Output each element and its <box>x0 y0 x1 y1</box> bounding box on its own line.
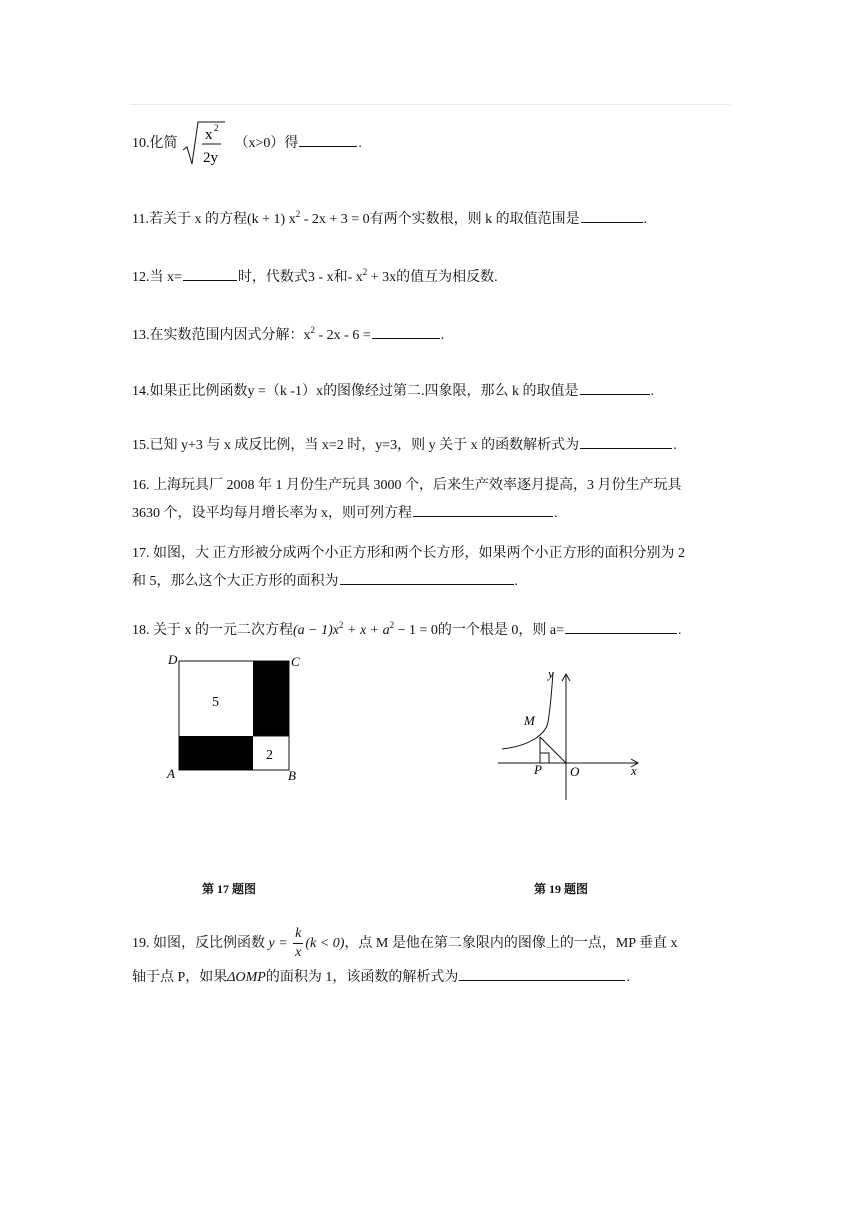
label-O: O <box>570 764 580 779</box>
q11-exp: 2 <box>295 209 301 219</box>
rect-shaded <box>253 661 289 736</box>
q17-line1: 17. 如图，大 正方形被分成两个小正方形和两个长方形，如果两个小正方形的面积分别为 2 <box>132 546 685 561</box>
question-19-line2 <box>132 964 732 992</box>
figure-19-caption: 第 19 题图 <box>534 882 589 896</box>
q17-end: . <box>514 574 518 589</box>
label-x: x <box>631 763 637 778</box>
q10-den: 2y <box>203 150 218 166</box>
q10-condition: （x>0）得 <box>234 136 299 152</box>
q18-exp2: 2 <box>389 620 395 630</box>
segment-MO <box>540 737 566 763</box>
label-5: 5 <box>212 695 219 710</box>
q12-text2: 时，代数式 <box>237 270 308 285</box>
question-19 <box>132 920 732 968</box>
q18-text2: 的一个根是 0，则 a= <box>437 623 565 638</box>
q11-expr2: - 2x + 3 = 0 <box>300 212 370 227</box>
q16-line2: 3630 个，设平均每月增长率为 x，则可列方程 <box>132 506 412 521</box>
q19-triangle: ΔOMP <box>227 970 266 985</box>
answer-blank[interactable] <box>413 502 553 517</box>
q11-end: . <box>643 212 648 227</box>
q12-expr2b: + 3x <box>367 270 397 285</box>
q10-num: x <box>205 127 213 143</box>
label-M: M <box>524 713 535 728</box>
q12-expr2a: - x <box>347 270 363 285</box>
answer-blank[interactable] <box>580 380 650 395</box>
label-C: C <box>291 654 300 669</box>
answer-blank[interactable] <box>581 208 643 223</box>
q18-text: 18. 关于 x 的一元二次方程 <box>132 623 293 638</box>
question-10 <box>132 120 732 166</box>
q13-expr-b: - 2x - 6 = <box>315 328 371 343</box>
q12-text: 12.当 x= <box>132 270 182 285</box>
q18-exp1: 2 <box>339 620 344 630</box>
question-14 <box>132 378 732 406</box>
q18-expr-b: + x + a <box>343 623 390 638</box>
q13-text: 13.在实数范围内因式分解： <box>132 328 304 343</box>
question-11 <box>132 206 732 234</box>
q13-exp: 2 <box>310 325 315 335</box>
q19-den: x <box>295 945 302 961</box>
q11-expr: (k + 1) x <box>246 212 296 227</box>
q15-end: . <box>673 438 677 453</box>
q12-text3: 和 <box>333 270 348 285</box>
sqrt-icon <box>181 120 225 168</box>
q16-line1: 16. 上海玩具厂 2008 年 1 月份生产玩具 3000 个，后来生产效率逐月提高，3 月份生产玩具 <box>132 478 682 493</box>
q10-prefix: 10.化简 <box>132 136 178 152</box>
question-17 <box>132 540 732 596</box>
label-A: A <box>167 766 175 781</box>
q18-expr-a: (a − 1)x <box>293 623 339 638</box>
label-2: 2 <box>266 748 273 763</box>
label-y: y <box>548 666 554 681</box>
q19-end: . <box>626 970 630 985</box>
q19-num: k <box>293 925 303 944</box>
figure-17-caption: 第 17 题图 <box>202 882 257 896</box>
q15-text: 15.已知 y+3 与 x 成反比例，当 x=2 时，y=3，则 y 关于 x 的函数解析式为 <box>132 438 580 453</box>
q13-expr-a: x <box>303 328 311 343</box>
q19-text2: ，点 M 是他在第二象限内的图像上的一点，MP 垂直 x <box>344 936 678 951</box>
question-13 <box>132 322 732 350</box>
q12-expr1: 3 - x <box>307 270 334 285</box>
q19-text: 19. 如图，反比例函数 <box>132 936 265 951</box>
question-18 <box>132 617 732 645</box>
q12-text4: 的值互为相反数. <box>396 270 498 285</box>
q17-line2: 和 5，那么这个大正方形的面积为 <box>132 574 339 589</box>
q16-line2-wrap <box>132 500 732 528</box>
q19-line2a: 轴于点 P，如果 <box>132 970 228 985</box>
answer-blank[interactable] <box>580 434 672 449</box>
q10-end: . <box>358 136 362 152</box>
answer-blank[interactable] <box>183 266 237 281</box>
rect-shaded <box>179 736 253 770</box>
figure-17 <box>160 650 310 785</box>
q11-text2: 有两个实数根，则 k 的取值范围是 <box>369 212 580 227</box>
q14-text2: 的图像经过第二.四象限，那么 k 的取值是 <box>323 384 579 399</box>
q19-y: y = <box>268 936 288 951</box>
q18-expr-c: − 1 = 0 <box>394 623 438 638</box>
answer-blank[interactable] <box>299 132 357 147</box>
question-16 <box>132 472 732 528</box>
q19-cond: (k < 0) <box>305 936 345 951</box>
sqrt-expression <box>181 120 225 168</box>
question-15 <box>132 432 732 460</box>
hyperbola-curve <box>502 672 553 749</box>
q14-text: 14.如果正比例函数 <box>132 384 248 399</box>
q11-text: 11.若关于 x 的方程 <box>132 212 247 227</box>
q10-exp: 2 <box>214 123 219 133</box>
label-B: B <box>288 768 296 783</box>
q19-fraction <box>293 925 303 962</box>
q14-expr: y =（k -1）x <box>247 384 324 399</box>
q12-exp: 2 <box>362 267 368 277</box>
q16-end: . <box>554 506 558 521</box>
answer-blank[interactable] <box>459 966 625 981</box>
q17-line2-wrap <box>132 568 732 596</box>
question-12 <box>132 264 732 292</box>
answer-blank[interactable] <box>340 570 514 585</box>
q13-end: . <box>440 328 445 343</box>
figure-19 <box>490 660 650 802</box>
q18-end: . <box>678 623 682 638</box>
answer-blank[interactable] <box>565 619 677 634</box>
answer-blank[interactable] <box>372 324 440 339</box>
header-rule <box>130 104 730 105</box>
q19-line2b: 的面积为 1，该函数的解析式为 <box>265 970 459 985</box>
q14-end: . <box>650 384 655 399</box>
label-D: D <box>168 652 178 667</box>
label-P: P <box>534 762 542 777</box>
